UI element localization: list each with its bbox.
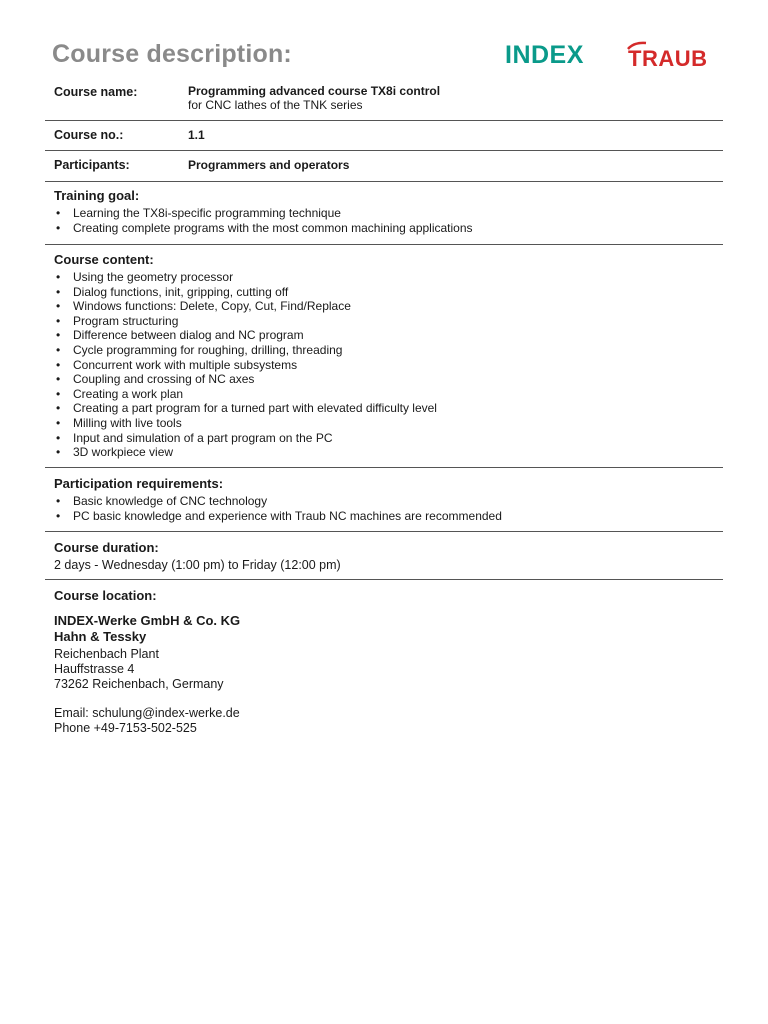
list-item: • Creating a work plan xyxy=(54,387,723,402)
list-item: • Coupling and crossing of NC axes xyxy=(54,372,723,387)
course-table xyxy=(45,76,723,736)
location-plant: Reichenbach Plant xyxy=(54,647,159,661)
training-goal-section xyxy=(45,182,723,245)
course-content-title: Course content: xyxy=(54,252,154,267)
list-item: • Difference between dialog and NC program xyxy=(54,328,723,343)
course-no-value: 1.1 xyxy=(188,128,205,142)
training-goal-title: Training goal: xyxy=(54,188,140,203)
traub-logo xyxy=(624,40,724,70)
list-item: • Learning the TX8i-specific programming technique xyxy=(54,206,723,221)
course-duration-title: Course duration: xyxy=(54,540,159,555)
course-name-label: Course name: xyxy=(54,85,138,99)
list-item: • Milling with live tools xyxy=(54,416,723,431)
list-item: • Input and simulation of a part program on the PC xyxy=(54,431,723,446)
list-item: • PC basic knowledge and experience with Traub NC machines are recommended xyxy=(54,509,723,524)
participation-requirements-title: Participation requirements: xyxy=(54,476,224,491)
course-content-list xyxy=(45,270,723,460)
course-location-section xyxy=(45,580,723,736)
location-email: Email: schulung@index-werke.de xyxy=(54,706,240,721)
course-name-value-group xyxy=(188,84,440,120)
list-item: • Creating a part program for a turned part with elevated difficulty level xyxy=(54,401,723,416)
list-item: • Dialog functions, init, gripping, cutting off xyxy=(54,285,723,300)
list-item: • Windows functions: Delete, Copy, Cut, Find/Replace xyxy=(54,299,723,314)
course-duration-value: 2 days - Wednesday (1:00 pm) to Friday (12:00 pm) xyxy=(54,558,341,572)
list-item: • Basic knowledge of CNC technology xyxy=(54,494,723,509)
course-name-subtitle: for CNC lathes of the TNK series xyxy=(188,98,363,112)
course-location-title: Course location: xyxy=(54,588,157,603)
course-name-row xyxy=(45,76,723,121)
participants-label: Participants: xyxy=(54,158,130,172)
list-item: • Cycle programming for roughing, drilling, threading xyxy=(54,343,723,358)
list-item: • Using the geometry processor xyxy=(54,270,723,285)
list-item: • 3D workpiece view xyxy=(54,445,723,460)
list-item: • Concurrent work with multiple subsystems xyxy=(54,358,723,373)
course-no-label: Course no.: xyxy=(54,128,124,142)
participation-requirements-section xyxy=(45,468,723,532)
list-item: • Creating complete programs with the most common machining applications xyxy=(54,221,723,236)
course-content-section xyxy=(45,245,723,468)
list-item: • Program structuring xyxy=(54,314,723,329)
participants-row xyxy=(45,151,723,182)
location-company: INDEX-Werke GmbH & Co. KG xyxy=(54,613,241,628)
location-street: Hauffstrasse 4 xyxy=(54,661,135,676)
course-duration-section xyxy=(45,532,723,580)
page-title: Course description: xyxy=(52,40,292,68)
training-goal-list xyxy=(45,206,723,235)
traub-logo-text: TRAUB xyxy=(628,46,708,71)
participation-requirements-list xyxy=(45,494,723,523)
participants-value: Programmers and operators xyxy=(188,158,350,172)
course-no-row xyxy=(45,121,723,151)
index-logo: INDEX xyxy=(505,41,584,69)
location-phone: Phone +49-7153-502-525 xyxy=(54,721,197,736)
location-company2: Hahn & Tessky xyxy=(54,629,147,644)
course-name-value: Programming advanced course TX8i control xyxy=(188,84,441,98)
location-city: 73262 Reichenbach, Germany xyxy=(54,676,224,691)
